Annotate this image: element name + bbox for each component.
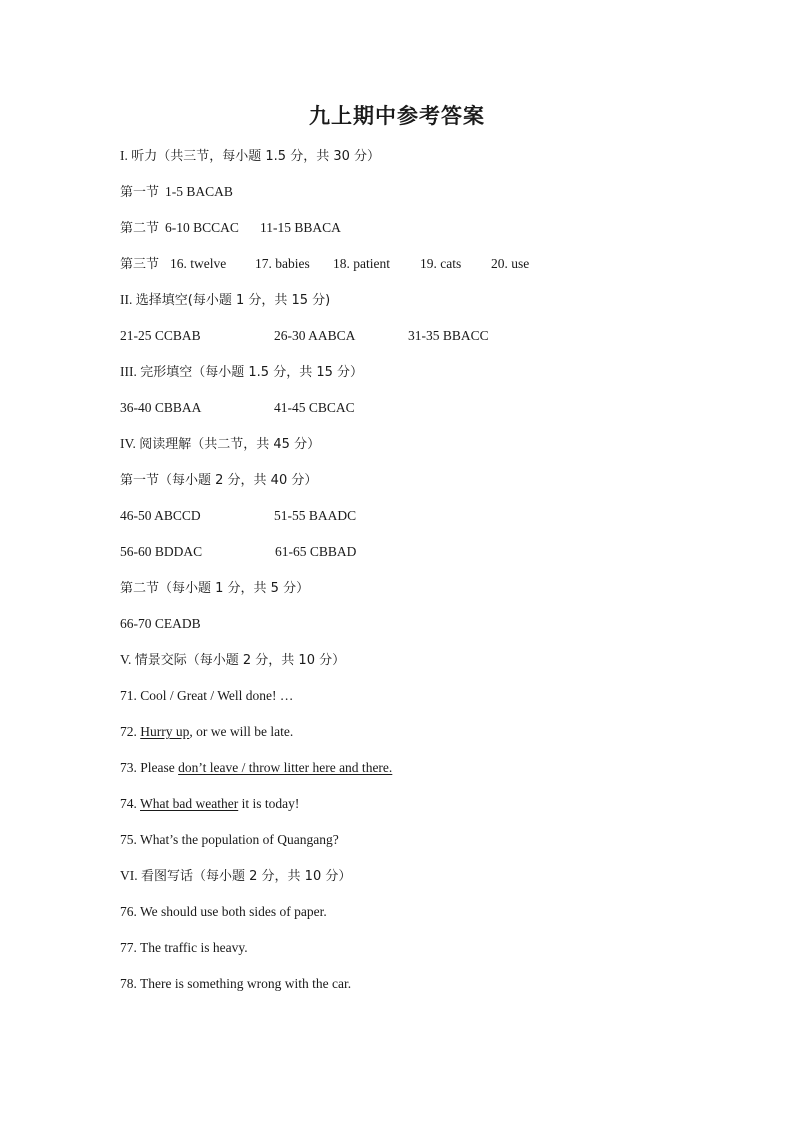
section-2-heading	[120, 290, 740, 326]
answer-group: 6-10 BCCAC	[165, 220, 239, 235]
underlined-answer: Hurry up	[140, 724, 190, 739]
answer-77	[120, 938, 740, 974]
section-4-number: IV.	[120, 436, 140, 451]
answer-item: 19. cats	[420, 256, 462, 271]
answer-text: 75. What’s the population of Quangang?	[120, 832, 339, 847]
reading-answers-row-1	[120, 506, 740, 542]
question-number: 72.	[120, 724, 141, 739]
answer-item: 16. twelve	[170, 256, 227, 271]
answer-73	[120, 758, 740, 794]
section-3-number: III.	[120, 364, 141, 379]
section-4-heading	[120, 434, 740, 470]
answer-group: 61-65 CBBAD	[275, 544, 357, 559]
cloze-answers	[120, 398, 740, 434]
listening-part-3	[120, 254, 740, 290]
answer-group: 11-15 BBACA	[260, 220, 341, 235]
section-1-heading	[120, 146, 740, 182]
answer-group: 51-55 BAADC	[274, 508, 357, 523]
answer-text: 77. The traffic is heavy.	[120, 940, 248, 955]
answer-group: 56-60 BDDAC	[120, 544, 203, 559]
answer-74	[120, 794, 740, 830]
section-6-title: 看图写话（每小题 2 分，共 10 分）	[141, 869, 352, 884]
answer-list	[120, 146, 740, 1010]
page-title: 九上期中参考答案	[309, 104, 485, 128]
reading-part-2-answers	[120, 614, 740, 650]
answer-group: 31-35 BBACC	[408, 328, 489, 343]
question-number: 74.	[120, 796, 141, 811]
part-label: 第二节（每小题 1 分，共 5 分）	[120, 581, 310, 596]
answer-item: 20. use	[491, 256, 530, 271]
answer-group: 36-40 CBBAA	[120, 400, 202, 415]
section-2-number: II.	[120, 292, 136, 307]
section-6-number: VI.	[120, 868, 141, 883]
answer-78	[120, 974, 740, 1010]
sentence-rest: it is today!	[238, 796, 300, 811]
answer-group: 21-25 CCBAB	[120, 328, 201, 343]
answer-71	[120, 686, 740, 722]
answer-group: 26-30 AABCA	[274, 328, 356, 343]
answer-75	[120, 830, 740, 866]
answer-item: 18. patient	[333, 256, 390, 271]
answer-72	[120, 722, 740, 758]
section-6-heading	[120, 866, 740, 902]
choice-answers	[120, 326, 740, 362]
part-label: 第一节	[120, 185, 160, 200]
answer-group: 46-50 ABCCD	[120, 508, 201, 523]
section-4-title: 阅读理解（共二节，共 45 分）	[139, 437, 321, 452]
listening-part-1	[120, 182, 740, 218]
sentence-start: 73. Please	[120, 760, 179, 775]
answer-group: 1-5 BACAB	[165, 184, 233, 199]
answer-text: 71. Cool / Great / Well done! …	[120, 688, 294, 703]
section-1-number: I.	[120, 148, 132, 163]
part-label: 第一节（每小题 2 分，共 40 分）	[120, 473, 318, 488]
section-5-title: 情景交际（每小题 2 分，共 10 分）	[134, 653, 346, 668]
sentence-rest: , or we will be late.	[189, 724, 294, 739]
reading-part-1-heading	[120, 470, 740, 506]
answer-group: 41-45 CBCAC	[274, 400, 355, 415]
answer-76	[120, 902, 740, 938]
section-5-heading	[120, 650, 740, 686]
part-label: 第三节	[120, 257, 160, 272]
underlined-answer: What bad weather	[140, 796, 239, 811]
listening-part-2	[120, 218, 740, 254]
section-1-title: 听力（共三节，每小题 1.5 分，共 30 分）	[131, 149, 380, 164]
reading-answers-row-2	[120, 542, 740, 578]
section-2-title: 选择填空(每小题 1 分，共 15 分)	[135, 293, 331, 308]
answer-item: 17. babies	[255, 256, 310, 271]
answer-text: 78. There is something wrong with the car.	[120, 976, 352, 991]
section-3-title: 完形填空（每小题 1.5 分，共 15 分）	[140, 365, 363, 380]
section-5-number: V.	[120, 652, 135, 667]
reading-part-2-heading	[120, 578, 740, 614]
answer-group: 66-70 CEADB	[120, 616, 201, 631]
underlined-answer: don’t leave / throw litter here and there.	[178, 760, 393, 775]
answer-text: 76. We should use both sides of paper.	[120, 904, 327, 919]
section-3-heading	[120, 362, 740, 398]
part-label: 第二节	[120, 221, 160, 236]
